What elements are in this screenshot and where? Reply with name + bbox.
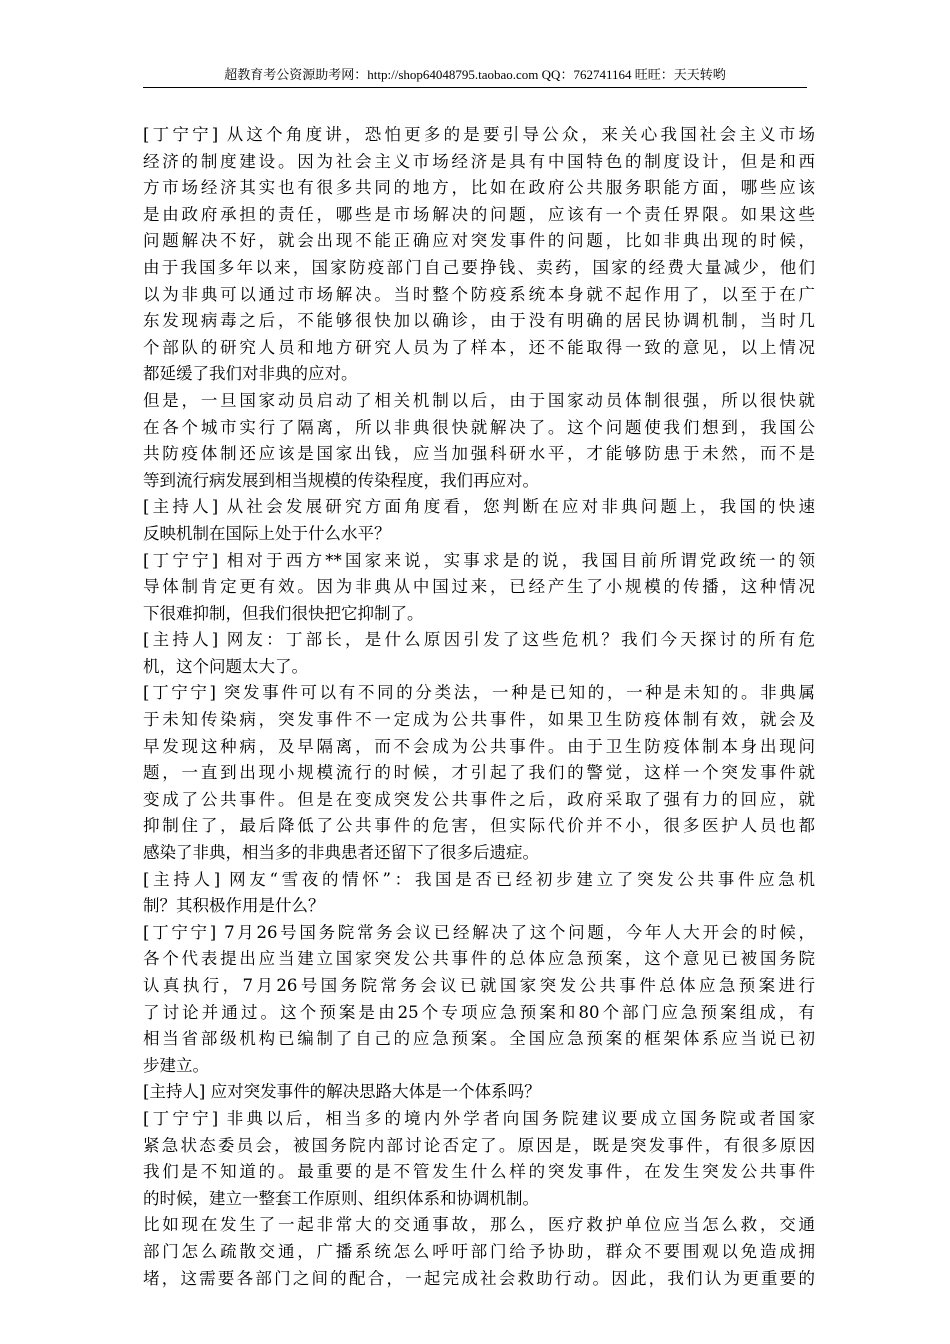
text-line: 等到流行病发展到相当规模的传染程度，我们再应对。 <box>143 470 539 490</box>
text-line: 抑制住了，最后降低了公共事件的危害，但实际代价并不小，很多医护人员也都 <box>143 816 815 836</box>
text-line: 机，这个问题太大了。 <box>143 656 308 676</box>
text-line: 但是，一旦国家动员启动了相关机制以后，由于国家动员体制很强，所以很快就 <box>143 390 815 410</box>
text-line: 比如现在发生了一起非常大的交通事故，那么，医疗救护单位应当怎么救，交通 <box>143 1215 815 1235</box>
text-line: 方市场经济其实也有很多共同的地方，比如在政府公共服务职能方面，哪些应该 <box>143 178 815 198</box>
text-line: 东发现病毒之后，不能够很快加以确诊，由于没有明确的居民协调机制，当时几 <box>143 311 815 331</box>
text-line: 是由政府承担的责任，哪些是市场解决的问题，应该有一个责任界限。如果这些 <box>143 204 815 224</box>
text-line: [丁宁宁] 突发事件可以有不同的分类法，一种是已知的，一种是未知的。非典属 <box>143 683 815 703</box>
text-line: [主持人] 网友“雪夜的情怀”：我国是否已经初步建立了突发公共事件应急机 <box>143 869 815 889</box>
text-line: 问题解决不好，就会出现不能正确应对突发事件的问题，比如非典出现的时候， <box>143 231 815 251</box>
text-line: 变成了公共事件。但是在变成突发公共事件之后，政府采取了强有力的回应，就 <box>143 789 815 809</box>
text-line: 堵，这需要各部门之间的配合，一起完成社会救助行动。因此，我们认为更重要的 <box>143 1268 815 1288</box>
text-line: 的时候，建立一整套工作原则、组织体系和协调机制。 <box>143 1188 539 1208</box>
text-line: 制？其积极作用是什么？ <box>143 896 325 916</box>
text-line: 相当省部级机构已编制了自己的应急预案。全国应急预案的框架体系应当说已初 <box>143 1029 815 1049</box>
text-line: [主持人] 从社会发展研究方面角度看，您判断在应对非典问题上，我国的快速 <box>143 497 815 517</box>
text-line: 在各个城市实行了隔离，所以非典很快就解决了。这个问题使我们想到，我国公 <box>143 417 815 437</box>
text-line: 下很难抑制，但我们很快把它抑制了。 <box>143 603 424 623</box>
text-line: [丁宁宁] 7月26号国务院常务会议已经解决了这个问题，今年人大开会的时候， <box>143 922 815 942</box>
text-line: [主持人] 应对突发事件的解决思路大体是一个体系吗？ <box>143 1082 541 1102</box>
text-line: 感染了非典，相当多的非典患者还留下了很多后遗症。 <box>143 843 539 863</box>
page-header: 超教育考公资源助考网：http://shop64048795.taobao.com QQ：762741164 旺旺：天天转哟 <box>143 66 807 88</box>
text-line: 由于我国多年以来，国家防疫部门自己要挣钱、卖药，国家的经费大量减少，他们 <box>143 257 815 277</box>
text-line: [丁宁宁] 相对于西方**国家来说，实事求是的说，我国目前所谓党政统一的领 <box>143 550 815 570</box>
text-line: [丁宁宁] 非典以后，相当多的境内外学者向国务院建议要成立国务院或者国家 <box>143 1108 815 1128</box>
text-line: 都延缓了我们对非典的应对。 <box>143 364 358 384</box>
text-line: [丁宁宁] 从这个角度讲，恐怕更多的是要引导公众，来关心我国社会主义市场 <box>143 125 815 144</box>
text-line: 题，一直到出现小规模流行的时候，才引起了我们的警觉，这样一个突发事件就 <box>143 763 815 783</box>
text-line: [主持人] 网友：丁部长，是什么原因引发了这些危机？我们今天探讨的所有危 <box>143 630 815 650</box>
text-line: 步建立。 <box>143 1055 209 1075</box>
text-line: 部门怎么疏散交通，广播系统怎么呼吁部门给予协助，群众不要围观以免造成拥 <box>143 1241 815 1261</box>
text-line: 认真执行，7月26号国务院常务会议已就国家突发公共事件总体应急预案进行 <box>143 976 815 995</box>
text-line: 我们是不知道的。最重要的是不管发生什么样的突发事件，在发生突发公共事件 <box>143 1162 815 1182</box>
text-line: 共防疫体制还应该是国家出钱，应当加强科研水平，才能够防患于未然，而不是 <box>143 444 815 464</box>
text-line: 导体制肯定更有效。因为非典从中国过来，已经产生了小规模的传播，这种情况 <box>143 577 815 597</box>
text-line: 紧急状态委员会，被国务院内部讨论否定了。原因是，既是突发事件，有很多原因 <box>143 1135 815 1155</box>
text-line: 反映机制在国际上处于什么水平？ <box>143 523 391 543</box>
text-line: 于未知传染病，突发事件不一定成为公共事件，如果卫生防疫体制有效，就会及 <box>143 710 815 730</box>
text-line: 了讨论并通过。这个预案是由25个专项应急预案和80个部门应急预案组成，有 <box>143 1002 815 1022</box>
document-body <box>143 122 815 1292</box>
text-line: 各个代表提出应当建立国家突发公共事件的总体应急预案，这个意见已被国务院 <box>143 949 815 969</box>
text-line: 早发现这种病，及早隔离，而不会成为公共事件。由于卫生防疫体制本身出现问 <box>143 736 815 756</box>
text-line: 经济的制度建设。因为社会主义市场经济是具有中国特色的制度设计，但是和西 <box>143 151 815 171</box>
text-line: 个部队的研究人员和地方研究人员为了样本，还不能取得一致的意见，以上情况 <box>143 337 815 357</box>
text-line: 以为非典可以通过市场解决。当时整个防疫系统本身就不起作用了，以至于在广 <box>143 284 815 304</box>
